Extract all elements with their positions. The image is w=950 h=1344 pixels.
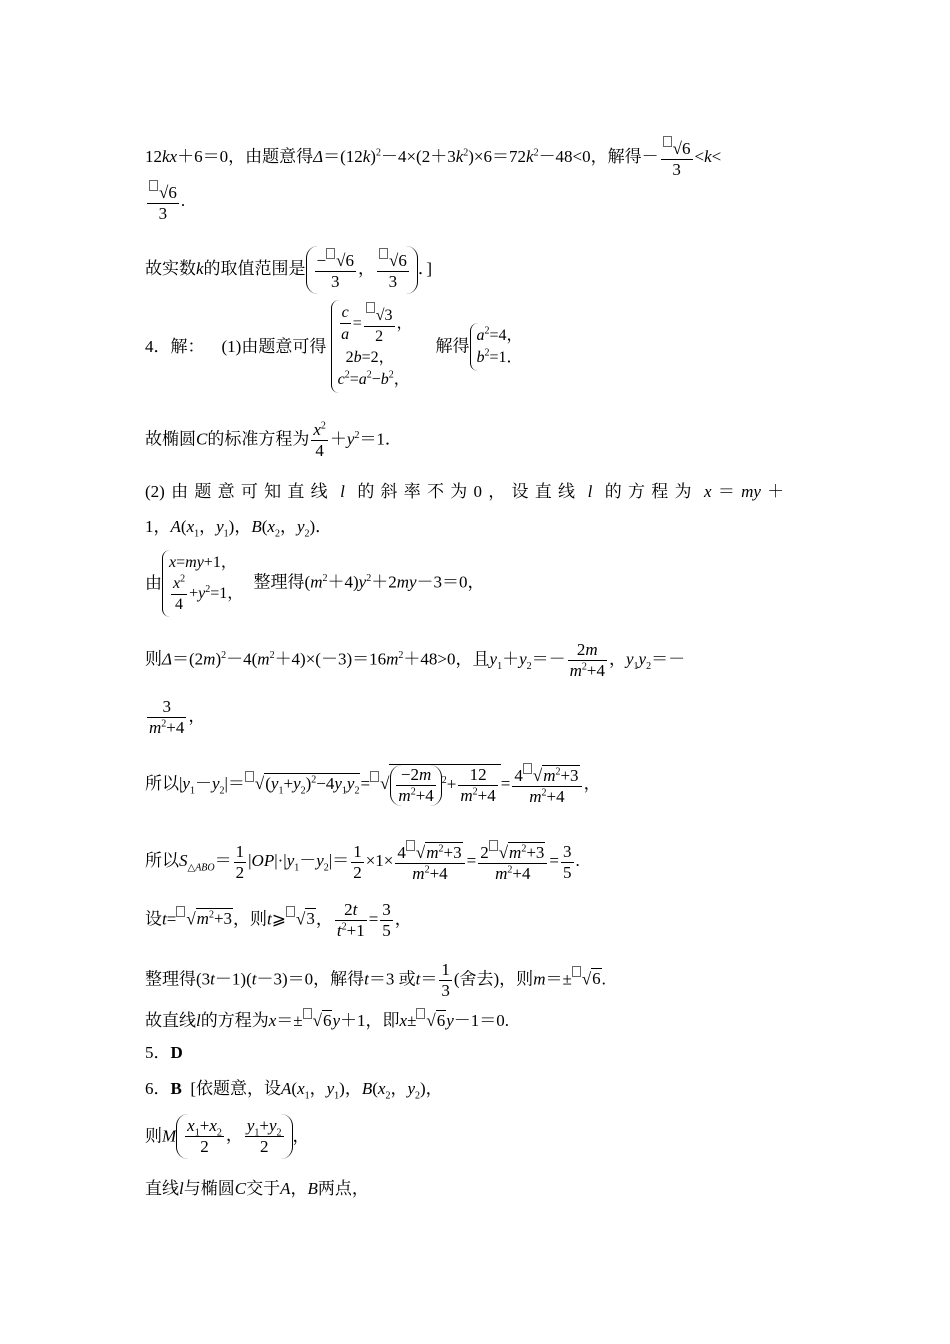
text: 由 — [145, 573, 162, 593]
text: k — [362, 146, 371, 166]
point-M: $\frac{x_1+x_2}{2}$ ， $\frac{y_1+y_2}{2}$ — [176, 1114, 292, 1159]
text: ＝1． — [359, 429, 402, 449]
text: 2 — [463, 147, 469, 159]
text: (2) 由 题 意 可 知 直 线 — [145, 482, 328, 501]
text: 的标准方程为 — [207, 429, 310, 449]
line-13: 设$t= √m^2+3$，则t⩾ √3， $\frac{2t}{t^2+1}$ = $\frac{3}{5}$ ， — [145, 900, 412, 940]
text: x — [704, 482, 712, 501]
line-4 — [145, 300, 529, 393]
interval: $\frac{- √6}{3}$ ， $\frac{√6}{3}$ — [306, 246, 418, 294]
answer: D — [170, 1043, 183, 1062]
system: $\frac{c}{a}$ = $\frac{√3}{2}$ ， 2b=2， $c^2=a^2-b^2$， — [331, 300, 419, 393]
line-18: 则M $\frac{x_1+x_2}{2}$ ， $\frac{y_1+y_2}{2}$ ， — [145, 1114, 310, 1159]
line-7: 1，$A(x_1$，$y_1$)，$B(x_2$，$y_2$)． — [145, 517, 333, 540]
text: 的 斜 率 不 为 0 ， 设 直 线 — [357, 482, 576, 501]
text: 整理得( — [253, 572, 311, 592]
text: k — [196, 258, 204, 278]
text: 2 — [533, 147, 539, 159]
text: l — [587, 482, 593, 501]
text: k — [526, 146, 534, 166]
text: my — [741, 482, 761, 501]
fraction: $\frac{2 √m^2+3}{m^2+4}$ — [478, 840, 547, 884]
text: k — [704, 146, 712, 166]
line-17: 6．B [依题意，设$A(x_1$，$y_1$)，$B(x_2$，$y_2$)， — [145, 1079, 443, 1102]
line-6 — [145, 481, 784, 503]
text: 故实数 — [145, 258, 196, 278]
line-1 — [145, 136, 721, 180]
line-10: $\frac{3}{m^2+4}$ ， — [149, 697, 206, 737]
text: 的取值范围是 — [203, 258, 306, 278]
text: ＋6＝0，由题意得 — [177, 146, 314, 166]
line-2 — [145, 180, 185, 224]
text: 解得 — [435, 336, 470, 356]
text: ) — [370, 146, 376, 166]
text: 12 — [145, 146, 162, 166]
text: y — [346, 429, 355, 449]
text: 的 方 程 为 — [604, 482, 692, 501]
label: 4．解： — [145, 336, 205, 356]
line-3 — [145, 246, 432, 294]
line-11: 所以$|y_1-y_2|= √(y_1+y_2)^2-4y_1y_2=$ √ $\frac{-2m}{m^2+4}$ $^2$+ $\frac{12}{m^2+4}$ = $\frac{4 √m^2+3}{m^2+4}$ ， — [145, 765, 601, 806]
text: ＝ — [717, 482, 735, 501]
text: < — [694, 146, 705, 166]
text: －4×(2＋3 — [380, 146, 456, 166]
answer: B — [170, 1079, 182, 1098]
line-14: 整理得(3t－1)(t－3)＝0，解得t＝3 或t＝ $\frac{1}{3}$ (舍去)，则m＝± √6. — [145, 960, 606, 1000]
text: ＋ — [767, 482, 785, 501]
fraction: $\frac{x^2}{4}$ — [313, 420, 326, 460]
fraction: $\frac{4 √m^2+3}{m^2+4}$ — [512, 763, 581, 807]
text: kx — [162, 146, 178, 166]
text: －48<0，解得－ — [538, 146, 659, 166]
text: ．] — [417, 258, 432, 278]
fraction: $\frac{3}{m^2+4}$ — [149, 697, 185, 737]
text: C — [196, 429, 208, 449]
line-12: 所以$S_{\triangle ABO}=$ $\frac{1}{2}$ $|OP|\cdot|y_1-y_2|=$ $\frac{1}{2}$ ×1× $\frac{4 √m^2+3}{m^2+4}$ = $\frac{2 √m^2+3}{m^2+4}$ = $\frac{3}{5}$ . — [145, 841, 580, 883]
solution-system: $a^2=4$， $b^2=1$． — [470, 323, 529, 371]
text: l — [340, 482, 345, 501]
fraction: $\frac{2m}{m^2+4}$ — [569, 640, 605, 680]
line-15: 故直线l的方程为x＝± √6y＋1，即x± √6y－1＝0. — [145, 1008, 509, 1032]
line-16: 5．D — [145, 1043, 183, 1062]
fraction: $\frac{√6}{3}$ — [661, 136, 693, 180]
text: k — [455, 146, 464, 166]
text: 2 — [375, 147, 381, 159]
text: < — [711, 146, 722, 166]
fraction: $\frac{√6}{3}$ — [147, 180, 179, 224]
line-8: 由 x=my+1， $\frac{x^2}{4}$ $+y^2=1$， 整理得$(m^2+4)y^2+2my-3=0$， — [145, 550, 485, 617]
text: (1)由题意可得 — [221, 336, 327, 356]
fraction: $\frac{2t}{t^2+1}$ — [336, 900, 365, 940]
text: . — [180, 190, 186, 210]
text: 2 — [354, 429, 360, 441]
text: 故椭圆 — [145, 429, 196, 449]
text: ＋ — [329, 429, 347, 449]
system: x=my+1， $\frac{x^2}{4}$ $+y^2=1$， — [162, 550, 249, 617]
line-9: 则$\Delta=(2m)^2-4(m^2+4)\times(-3)=16m^2+48>0$，且$y_1+y_2=-$ $\frac{2m}{m^2+4}$ ，$y_1y_2=-$ — [145, 640, 686, 680]
text: Δ — [313, 146, 324, 166]
line-5 — [145, 420, 402, 461]
text: ＝(12 — [323, 146, 363, 166]
line-19: 直线l与椭圆C交于A，B两点， — [145, 1179, 369, 1198]
text: )×6＝72 — [468, 146, 527, 166]
fraction: $\frac{4 √m^2+3}{m^2+4}$ — [395, 840, 464, 884]
